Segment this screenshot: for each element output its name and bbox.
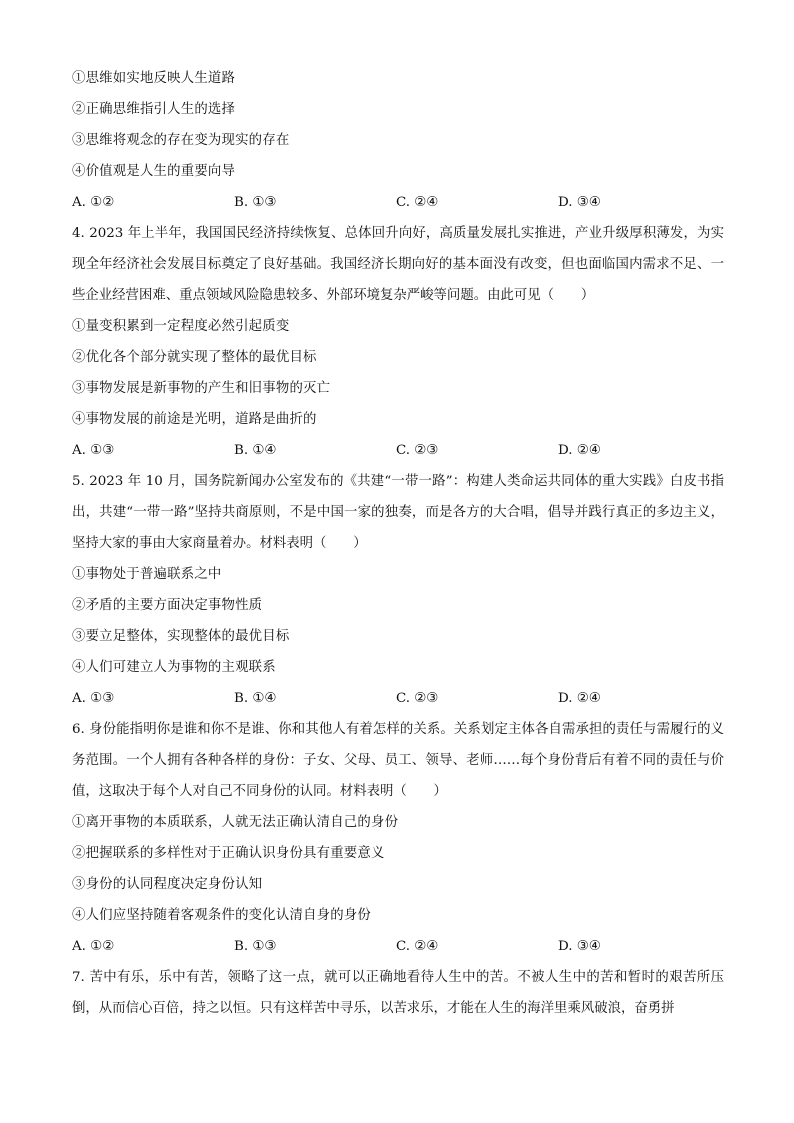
option-d: D. ③④ [558,939,601,954]
option-d: D. ②④ [558,691,601,706]
statement-3: ③思维将观念的存在变为现实的存在 [72,133,290,148]
option-b: B. ①③ [234,195,277,210]
question-5 [72,466,724,714]
option-c: C. ②③ [396,691,439,706]
option-b: B. ①④ [234,691,277,706]
option-b: B. ①③ [234,939,277,954]
statement-4: ④事物发展的前途是光明，道路是曲折的 [72,412,317,427]
statement-4: ④人们应坚持随着客观条件的变化认清自身的身份 [72,908,371,923]
statement-1: ①思维如实地反映人生道路 [72,71,236,86]
question-stem: 7. 苦中有乐，乐中有苦，领略了这一点，就可以正确地看待人生中的苦。不被人生中的苦和暂时的艰苦所压倒，从而信心百倍，持之以恒。只有这样苦中寻乐，以苦求乐，才能在人生的海洋里乘风破浪，奋勇拼 [72,970,724,1016]
exam-page [72,63,724,1024]
option-a: A. ①③ [72,443,115,458]
statement-4: ④人们可建立人为事物的主观联系 [72,660,276,675]
answer-options [72,187,724,218]
statement-1: ①事物处于普遍联系之中 [72,567,222,582]
option-c: C. ②④ [396,939,439,954]
option-a: A. ①② [72,939,115,954]
statement-2: ②把握联系的多样性对于正确认识身份具有重要意义 [72,846,385,861]
statement-3: ③要立足整体，实现整体的最优目标 [72,629,290,644]
option-d: D. ②④ [558,443,601,458]
statement-3: ③身份的认同程度决定身份认知 [72,877,263,892]
question-4 [72,218,724,466]
question-6 [72,714,724,962]
answer-options [72,931,724,962]
option-a: A. ①③ [72,691,115,706]
option-d: D. ③④ [558,195,601,210]
answer-options [72,683,724,714]
question-stem: 5. 2023 年 10 月，国务院新闻办公室发布的《共建“一带一路”：构建人类命运共同体的重大实践》白皮书指出，共建“一带一路”坚持共商原则，不是中国一家的独奏，而是各方的大合唱，倡导并践行真正的多边主义，坚持大家的事由大家商量着办。材料表明（ ） [72,474,724,551]
statement-1: ①量变积累到一定程度必然引起质变 [72,319,290,334]
answer-options [72,435,724,466]
statement-2: ②正确思维指引人生的选择 [72,102,236,117]
statement-1: ①离开事物的本质联系，人就无法正确认清自己的身份 [72,815,399,830]
statement-2: ②优化各个部分就实现了整体的最优目标 [72,350,317,365]
question-7 [72,962,724,1024]
option-b: B. ①④ [234,443,277,458]
question-3-tail [72,63,724,218]
question-stem: 4. 2023 年上半年，我国国民经济持续恢复、总体回升向好，高质量发展扎实推进，产业升级厚积薄发，为实现全年经济社会发展目标奠定了良好基础。我国经济长期向好的基本面没有改变，但也面临国内需求不足、一些企业经营困难、重点领域风险隐患较多、外部环境复杂严峻等问题。由此可见（ ） [72,226,724,303]
statement-4: ④价值观是人生的重要向导 [72,164,236,179]
statement-3: ③事物发展是新事物的产生和旧事物的灭亡 [72,381,331,396]
option-c: C. ②③ [396,443,439,458]
option-c: C. ②④ [396,195,439,210]
question-stem: 6. 身份能指明你是谁和你不是谁、你和其他人有着怎样的关系。关系划定主体各自需承担的责任与需履行的义务范围。一个人拥有各种各样的身份：子女、父母、员工、领导、老师……每个身份背后有着不同的责任与价值，这取决于每个人对自己不同身份的认同。材料表明（ ） [72,722,724,799]
option-a: A. ①② [72,195,115,210]
statement-2: ②矛盾的主要方面决定事物性质 [72,598,263,613]
